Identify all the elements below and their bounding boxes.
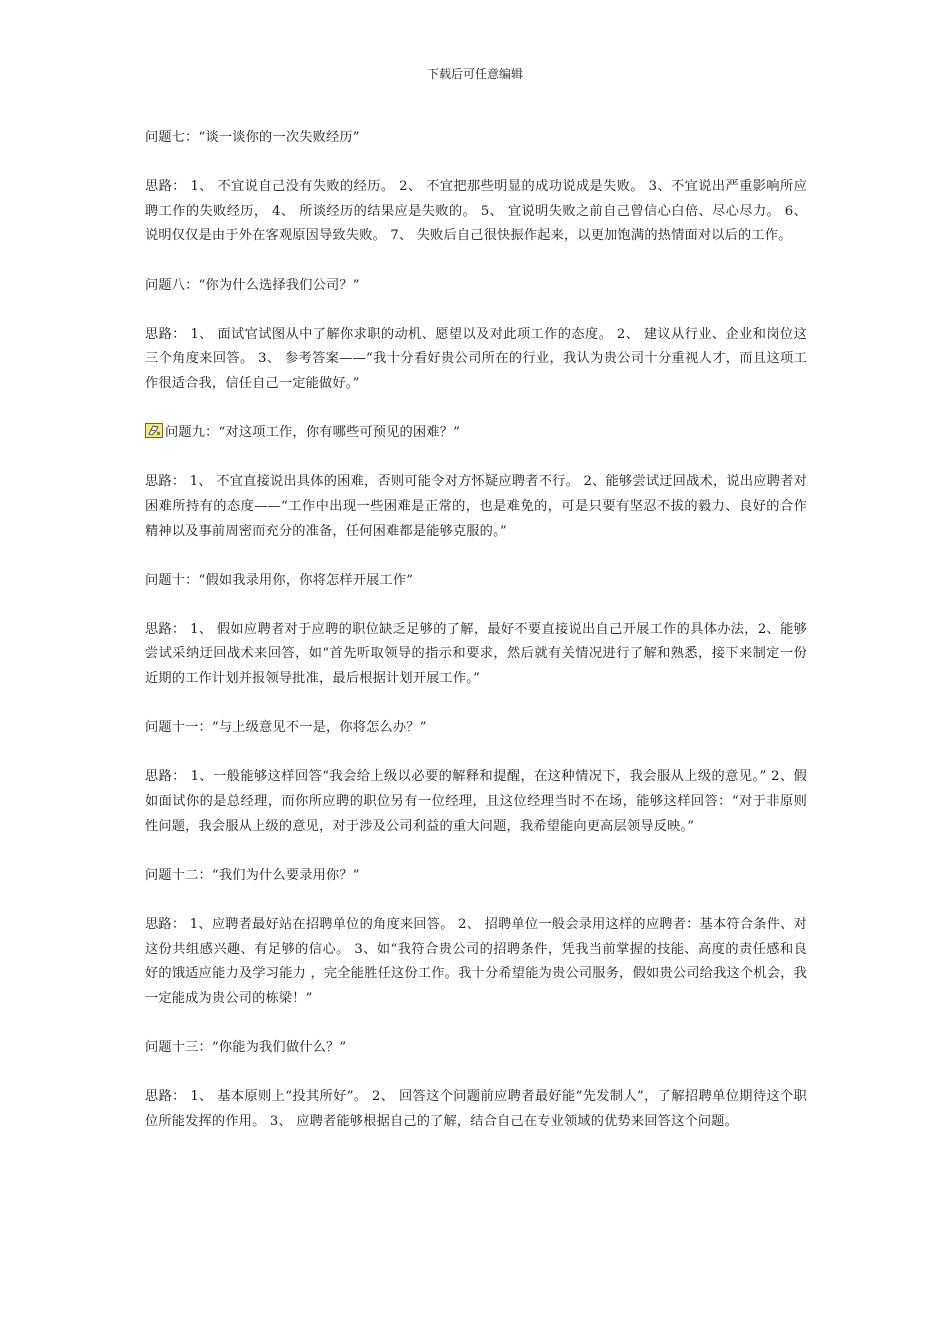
question-10-title: 问题十：“假如我录用你，你将怎样开展工作” — [145, 572, 414, 588]
question-7-title: 问题七：“谈一谈你的一次失败经历” — [145, 130, 360, 145]
note-icon — [145, 423, 163, 438]
question-8-title: 问题八：“你为什么选择我们公司？” — [145, 277, 360, 293]
question-12-title: 问题十二：“我们为什么要录用你？” — [145, 867, 360, 883]
question-9-title: 问题九：“对这项工作，你有哪些可预见的困难？” — [165, 425, 461, 441]
question-7-answer: 思路： 1、 不宜说自己没有失败的经历。 2、 不宜把那些明显的成功说成是失败。 3、不宜说出严重影响所应聘工作的失败经历， 4、 所谈经历的结果应是失败的。 5、 宜说明失败之前自己曾信心白倍、尽心尽力。 6、说明仅仅是由于外在客观原因导致失败。 7、 失败后自己很快振作起来，以更加饱满的热情面对以后的工作。 — [145, 179, 807, 244]
question-8-answer: 思路： 1、 面试官试图从中了解你求职的动机、愿望以及对此项工作的态度。 2、 建议从行业、企业和岗位这三个角度来回答。 3、 参考答案——“我十分看好贵公司所在的行业，我认为贵公司十分重视人才，而且这项工作很适合我，信任自己一定能做好。” — [145, 326, 807, 391]
question-9-answer: 思路： 1、 不宜直接说出具体的困难，否则可能令对方怀疑应聘者不行。 2、能够尝试迂回战术，说出应聘者对困难所持有的态度——“工作中出现一些困难是正常的，也是难免的，可是只要有坚忍不拔的毅力、良好的合作精神以及事前周密而充分的准备，任何困难都是能够克服的。” — [145, 474, 807, 539]
question-11-answer: 思路： 1、一般能够这样回答“我会给上级以必要的解释和提醒，在这种情况下，我会服从上级的意见。” 2、假如面试你的是总经理，而你所应聘的职位另有一位经理，且这位经理当时不在场，能够这样回答：“对于非原则性问题，我会服从上级的意见，对于涉及公司利益的重大问题，我希望能向更高层领导反映。” — [145, 769, 807, 834]
question-13-answer: 思路： 1、 基本原则上“投其所好”。 2、 回答这个问题前应聘者最好能“先发制人”，了解招聘单位期待这个职位所能发挥的作用。 3、 应聘者能够根据自己的了解，结合自己在专业领域的优势来回答这个问题。 — [145, 1089, 807, 1129]
document-body — [145, 126, 807, 1159]
question-9-heading — [145, 421, 807, 446]
question-11-title: 问题十一：“与上级意见不一是，你将怎么办？” — [145, 720, 427, 736]
question-13-title: 问题十三：“你能为我们做什么？” — [145, 1039, 347, 1055]
question-10-answer: 思路： 1、 假如应聘者对于应聘的职位缺乏足够的了解，最好不要直接说出自己开展工作的具体办法，2、能够尝试采纳迂回战术来回答，如“首先听取领导的指示和要求，然后就有关情况进行了解和熟悉，接下来制定一份近期的工作计划并报领导批准，最后根据计划开展工作。” — [145, 621, 807, 687]
page-header: 下载后可任意编辑 — [426, 67, 523, 81]
question-12-answer: 思路： 1、应聘者最好站在招聘单位的角度来回答。 2、 招聘单位一般会录用这样的应聘者：基本符合条件、对这份共组感兴趣、有足够的信心。 3、如“我符合贵公司的招聘条件，凭我当前掌握的技能、高度的责任感和良好的饿适应能力及学习能力 ，完全能胜任这份工作。我十分希望能为贵公司服务，假如贵公司给我这个机会，我一定能成为贵公司的栋梁！” — [145, 917, 807, 1006]
